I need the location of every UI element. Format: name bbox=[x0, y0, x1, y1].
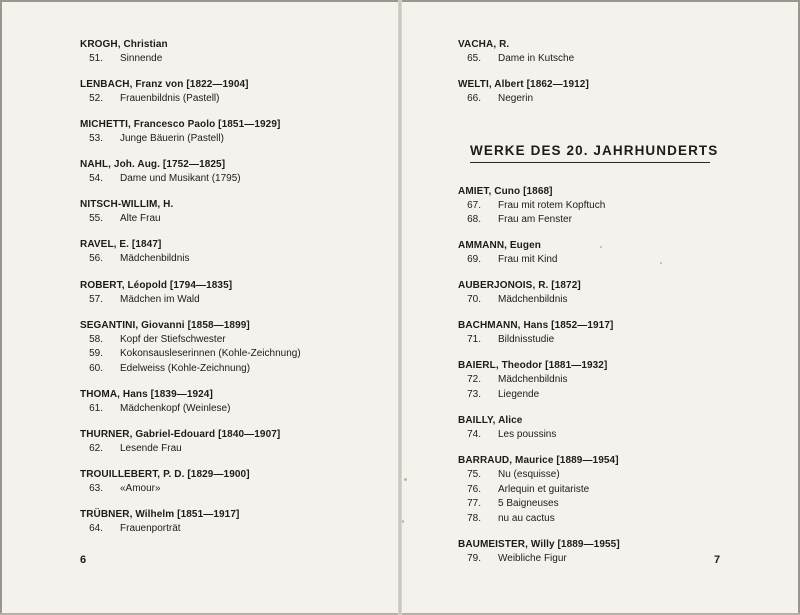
catalog-number: 59. bbox=[89, 348, 103, 360]
catalog-number: 55. bbox=[89, 213, 103, 225]
artist-entry bbox=[80, 158, 380, 187]
artist-entry bbox=[80, 468, 380, 497]
artist-entry bbox=[458, 78, 778, 107]
artwork-title: Kopf der Stiefschwester bbox=[120, 333, 226, 345]
artwork-title: Sinnende bbox=[120, 53, 163, 64]
artwork-title: «Amour» bbox=[120, 482, 161, 494]
artist-name: WELTI, Albert [1862—1912] bbox=[458, 79, 589, 91]
artwork-row bbox=[458, 92, 778, 107]
catalog-number: 51. bbox=[89, 53, 103, 64]
artwork-title: Frau mit Kind bbox=[498, 254, 558, 266]
artwork-title: nu au cactus bbox=[498, 512, 555, 524]
artist-name: BAIERL, Theodor [1881—1932] bbox=[458, 360, 608, 372]
left-page bbox=[0, 0, 398, 615]
artwork-row bbox=[80, 92, 380, 107]
artwork-title: Dame in Kutsche bbox=[498, 53, 575, 64]
artist-name: ROBERT, Léopold [1794—1835] bbox=[80, 279, 233, 291]
artwork-row bbox=[80, 52, 380, 67]
artwork-title: Frauenporträt bbox=[120, 523, 181, 535]
catalog-number: 60. bbox=[89, 362, 103, 374]
artwork-title: Mädchenbildnis bbox=[120, 253, 190, 265]
artwork-row bbox=[80, 347, 380, 362]
artwork-title: Mädchenkopf (Weinlese) bbox=[120, 402, 231, 414]
artwork-row bbox=[80, 293, 380, 308]
artist-entry bbox=[458, 454, 778, 526]
artwork-title: Les poussins bbox=[498, 429, 557, 441]
artwork-title: Frauenbildnis (Pastell) bbox=[120, 93, 220, 105]
catalog-number: 70. bbox=[467, 294, 481, 306]
artist-name: MICHETTI, Francesco Paolo [1851—1929] bbox=[80, 119, 281, 131]
artwork-title: Weibliche Figur bbox=[498, 552, 567, 564]
artwork-row bbox=[458, 468, 778, 483]
artwork-title: Dame und Musikant (1795) bbox=[120, 173, 241, 185]
artwork-title: Liegende bbox=[498, 388, 540, 400]
artwork-row bbox=[80, 402, 380, 417]
artwork-row bbox=[80, 362, 380, 377]
artist-name: NITSCH-WILLIM, H. bbox=[80, 199, 174, 211]
section-heading: WERKE DES 20. JAHRHUNDERTS bbox=[470, 143, 710, 163]
left-artist-list bbox=[80, 38, 380, 548]
artist-name: BARRAUD, Maurice [1889—1954] bbox=[458, 455, 619, 467]
catalog-number: 57. bbox=[89, 293, 103, 305]
artist-entry bbox=[458, 538, 778, 567]
artwork-row bbox=[458, 428, 778, 443]
artwork-title: Frau mit rotem Kopftuch bbox=[498, 199, 606, 211]
artwork-title: 5 Baigneuses bbox=[498, 498, 559, 510]
artist-name: NAHL, Joh. Aug. [1752—1825] bbox=[80, 159, 226, 171]
artist-name: AMIET, Cuno [1868] bbox=[458, 185, 553, 197]
artwork-row bbox=[458, 52, 778, 67]
artist-entry bbox=[80, 38, 380, 67]
catalog-number: 68. bbox=[467, 214, 481, 226]
artwork-row bbox=[458, 512, 778, 527]
catalog-number: 61. bbox=[89, 402, 103, 414]
artist-name: KROGH, Christian bbox=[80, 39, 168, 50]
artwork-row bbox=[80, 212, 380, 227]
artist-entry bbox=[458, 38, 778, 67]
artwork-row bbox=[80, 442, 380, 457]
artwork-row bbox=[80, 172, 380, 187]
artist-entry bbox=[80, 319, 380, 377]
artist-name: AUBERJONOIS, R. [1872] bbox=[458, 280, 581, 292]
artist-name: TRÜBNER, Wilhelm [1851—1917] bbox=[80, 509, 240, 521]
artwork-title: Bildnisstudie bbox=[498, 334, 555, 346]
artist-entry bbox=[458, 239, 778, 268]
artwork-title: Junge Bäuerin (Pastell) bbox=[120, 133, 224, 145]
catalog-number: 79. bbox=[467, 552, 481, 564]
paper-speck bbox=[600, 246, 602, 248]
artist-entry bbox=[80, 118, 380, 147]
artwork-title: Alte Frau bbox=[120, 213, 161, 225]
page-number-left: 6 bbox=[80, 554, 87, 566]
right-page bbox=[400, 0, 800, 615]
catalog-number: 73. bbox=[467, 388, 481, 400]
catalog-number: 78. bbox=[467, 512, 481, 524]
artist-name: SEGANTINI, Giovanni [1858—1899] bbox=[80, 319, 250, 331]
catalog-number: 54. bbox=[89, 173, 103, 185]
catalog-number: 62. bbox=[89, 442, 103, 454]
paper-speck bbox=[404, 478, 407, 481]
catalog-number: 67. bbox=[467, 199, 481, 211]
artist-name: BAUMEISTER, Willy [1889—1955] bbox=[458, 538, 620, 550]
catalog-number: 77. bbox=[467, 498, 481, 510]
catalog-number: 72. bbox=[467, 374, 481, 386]
catalog-number: 76. bbox=[467, 483, 481, 495]
artist-entry bbox=[80, 78, 380, 107]
catalog-number: 65. bbox=[467, 53, 481, 64]
artist-entry bbox=[458, 319, 778, 348]
artist-entry bbox=[80, 508, 380, 537]
artwork-title: Edelweiss (Kohle-Zeichnung) bbox=[120, 362, 251, 374]
artwork-row bbox=[80, 482, 380, 497]
catalog-number: 64. bbox=[89, 523, 103, 535]
artwork-row bbox=[458, 373, 778, 388]
paper-speck bbox=[660, 262, 662, 264]
artwork-title: Arlequin et guitariste bbox=[498, 483, 590, 495]
artist-entry bbox=[80, 198, 380, 227]
artwork-title: Negerin bbox=[498, 93, 534, 105]
artwork-row bbox=[80, 252, 380, 267]
artwork-row bbox=[458, 552, 778, 567]
artist-group-19th-century bbox=[458, 38, 778, 107]
artwork-title: Mädchenbildnis bbox=[498, 374, 568, 386]
catalog-number: 69. bbox=[467, 254, 481, 266]
artwork-row bbox=[458, 497, 778, 512]
artist-name: LENBACH, Franz von [1822—1904] bbox=[80, 79, 249, 91]
artist-entry bbox=[80, 428, 380, 457]
artist-name: RAVEL, E. [1847] bbox=[80, 239, 162, 251]
artwork-title: Nu (esquisse) bbox=[498, 469, 560, 481]
catalog-number: 58. bbox=[89, 333, 103, 345]
artist-group-20th-century bbox=[458, 185, 778, 567]
artwork-title: Frau am Fenster bbox=[498, 214, 572, 226]
right-artist-list bbox=[458, 38, 778, 578]
artist-entry bbox=[80, 388, 380, 417]
artist-name: THURNER, Gabriel-Edouard [1840—1907] bbox=[80, 428, 281, 440]
artist-name: BAILLY, Alice bbox=[458, 415, 523, 427]
catalog-number: 56. bbox=[89, 253, 103, 265]
artist-name: BACHMANN, Hans [1852—1917] bbox=[458, 320, 614, 332]
catalog-number: 63. bbox=[89, 482, 103, 494]
artwork-row bbox=[80, 522, 380, 537]
catalog-number: 75. bbox=[467, 469, 481, 481]
artwork-title: Mädchenbildnis bbox=[498, 294, 568, 306]
artwork-row bbox=[458, 293, 778, 308]
catalog-number: 53. bbox=[89, 133, 103, 145]
artwork-title: Lesende Frau bbox=[120, 442, 182, 454]
catalog-number: 74. bbox=[467, 429, 481, 441]
artwork-title: Mädchen im Wald bbox=[120, 293, 200, 305]
artist-entry bbox=[458, 279, 778, 308]
artwork-row bbox=[458, 253, 778, 268]
artist-name: TROUILLEBERT, P. D. [1829—1900] bbox=[80, 468, 250, 480]
artist-name: AMMANN, Eugen bbox=[458, 240, 541, 252]
artwork-row bbox=[80, 333, 380, 348]
page-number-right: 7 bbox=[714, 554, 721, 566]
catalog-number: 52. bbox=[89, 93, 103, 105]
artist-name: THOMA, Hans [1839—1924] bbox=[80, 388, 213, 400]
artist-entry bbox=[458, 414, 778, 443]
artist-entry bbox=[80, 238, 380, 267]
catalog-number: 66. bbox=[467, 93, 481, 105]
paper-speck bbox=[402, 520, 404, 523]
artwork-row bbox=[458, 333, 778, 348]
artwork-row bbox=[458, 483, 778, 498]
artist-entry bbox=[458, 359, 778, 402]
artwork-row bbox=[80, 132, 380, 147]
artwork-row bbox=[458, 388, 778, 403]
catalog-number: 71. bbox=[467, 334, 481, 346]
artist-name: VACHA, R. bbox=[458, 39, 510, 50]
artwork-row bbox=[458, 199, 778, 214]
artwork-title: Kokonsausleserinnen (Kohle-Zeichnung) bbox=[120, 348, 301, 360]
artwork-row bbox=[458, 213, 778, 228]
artist-entry bbox=[80, 279, 380, 308]
artist-entry bbox=[458, 185, 778, 228]
